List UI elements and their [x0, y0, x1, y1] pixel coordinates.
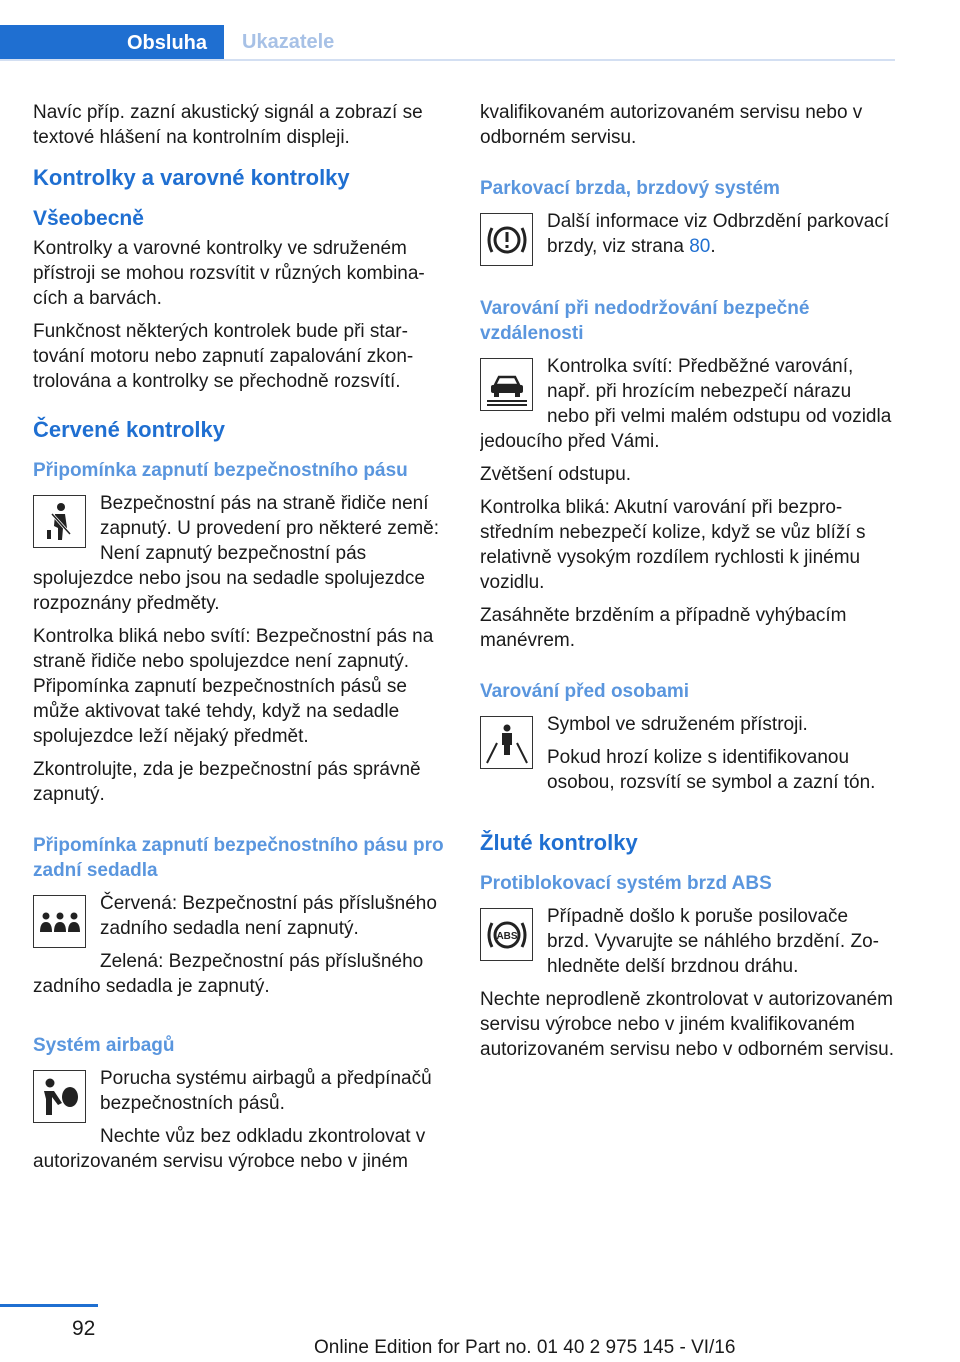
section-title-yellow: Žluté kontrolky [480, 830, 638, 855]
heading-rear-seatbelt: Připomínka zapnutí bezpečnostního pásu pro zadní sedadla [33, 835, 444, 881]
heading-general: Všeobecně [33, 207, 144, 230]
heading-seatbelt: Připomínka zapnutí bezpečnostního pásu [33, 460, 408, 481]
airbag-icon [33, 1070, 86, 1123]
rear-seatbelt-icon [33, 895, 86, 948]
general-paragraph-2: Funkčnost některých kontrolek bude při startování motoru nebo zapnutí zapalování zkontrolována a kontrolky se přechodně rozsvítí. [33, 321, 414, 392]
footer-accent-line [0, 1304, 98, 1307]
abs-block [480, 904, 894, 987]
tab-obsluha[interactable]: Obsluha [0, 25, 224, 61]
heading-abs: Protiblokovací systém brzd ABS [480, 873, 772, 894]
rear-seatbelt-paragraph-1: Červená: Bezpečnostní pás příslušného zadního sedadla není zapnutý. [100, 893, 437, 939]
intro-paragraph: Navíc příp. zazní akustický signál a zobrazí se textové hlášení na kontrolním displeji. [33, 102, 423, 148]
heading-person-warning: Varování před osobami [480, 681, 690, 702]
seatbelt-paragraph-1: Bezpečnostní pás na straně řidiče není zapnutý. U provedení pro některé země: Není zapnutý bezpečnostní pás spolujezdce nebo jsou na sedadle spolujezdce rozpoznány předměty. [33, 493, 440, 614]
abs-icon [480, 908, 533, 961]
continued-paragraph: kvalifikovaném autorizovaném servisu nebo v odborném servisu. [480, 102, 863, 148]
seatbelt-block [33, 491, 453, 624]
right-column [480, 100, 894, 1070]
general-paragraph-1: Kontrolky a varovné kontrolky ve sdruženém přístroji se mohou rozsvítit v různých kombinacích a barvách. [33, 238, 425, 309]
seatbelt-icon [33, 495, 86, 548]
person-warning-paragraph-2: Pokud hrozí kolize s identifikovanou osobou, rozsvítí se symbol a zazní tón. [547, 747, 876, 793]
edition-note: Online Edition for Part no. 01 40 2 975 145 - VI/16 [314, 1337, 736, 1358]
abs-paragraph-2: Nechte neprodleně zkontrolovat v autorizovaném servisu výrobce nebo v jiném kvalifikovaném autorizovaném servisu nebo v odborném servisu. [480, 989, 894, 1060]
parking-brake-block [480, 209, 894, 270]
airbag-block [33, 1066, 453, 1182]
safe-distance-paragraph-2: Zvětšení odstupu. [480, 464, 632, 485]
header-tabs [0, 25, 895, 61]
heading-safe-distance: Varování při nedodržování bezpečné vzdálenosti [480, 298, 810, 344]
safe-distance-block [480, 354, 894, 462]
section-title-red: Červené kontrolky [33, 417, 225, 442]
section-title-indicators: Kontrolky a varovné kontrolky [33, 165, 350, 190]
page-link-80[interactable]: 80 [689, 236, 711, 257]
seatbelt-paragraph-2: Kontrolka bliká nebo svítí: Bezpečnostní pás na straně řidiče nebo spolujezdce není zapnutý. Připomínka zapnutí bezpečnostních pásů se může aktivovat také tehdy, když na sedadle spolujezdce leží nějaký předmět. [33, 626, 434, 747]
person-warning-paragraph-1: Symbol ve sdruženém přístroji. [547, 714, 808, 735]
heading-parking-brake: Parkovací brzda, brzdový systém [480, 178, 780, 199]
tab-ukazatele[interactable]: Ukazatele [242, 30, 335, 53]
person-warning-block [480, 712, 894, 803]
car-distance-icon [480, 358, 533, 411]
airbag-paragraph-1: Porucha systému airbagů a předpínačů bezpečnostních pásů. [100, 1068, 432, 1114]
rear-seatbelt-block [33, 891, 453, 1007]
header-divider [0, 59, 895, 61]
page-number: 92 [72, 1317, 96, 1340]
abs-paragraph-1: Případně došlo k poruše posilovače brzd. Vyvarujte se náhlého brzdění. Zohledněte delší brzdnou dráhu. [547, 906, 879, 977]
airbag-paragraph-2: Nechte vůz bez odkladu zkontrolovat v autorizovaném servisu výrobce nebo v jiném [33, 1126, 426, 1172]
pedestrian-warning-icon [480, 716, 533, 769]
safe-distance-paragraph-3: Kontrolka bliká: Akutní varování při bezprostředním nebezpečí kolize, když se vůz blíží s relativně vysokým rozdílem rychlosti k jinému vozidlu. [480, 497, 866, 593]
safe-distance-paragraph-4: Zasáhněte brzděním a případně vyhýbacím manévrem. [480, 605, 847, 651]
seatbelt-paragraph-3: Zkontrolujte, zda je bezpečnostní pás správně zapnutý. [33, 759, 421, 805]
safe-distance-paragraph-1: Kontrolka svítí: Předběžné varování, např. při hrozícím nebezpečí nárazu nebo při velmi malém odstupu od vozidla jedoucího před Vámi. [480, 356, 892, 452]
left-column [33, 100, 453, 1182]
rear-seatbelt-paragraph-2: Zelená: Bezpečnostní pás příslušného zadního sedadla je zapnutý. [33, 951, 424, 997]
brake-warning-icon [480, 213, 533, 266]
parking-brake-paragraph: Další informace viz Odbrzdění parkovací brzdy, viz strana 80. [547, 211, 890, 257]
svg-text:ABS: ABS [495, 930, 518, 942]
heading-airbag: Systém airbagů [33, 1035, 175, 1056]
